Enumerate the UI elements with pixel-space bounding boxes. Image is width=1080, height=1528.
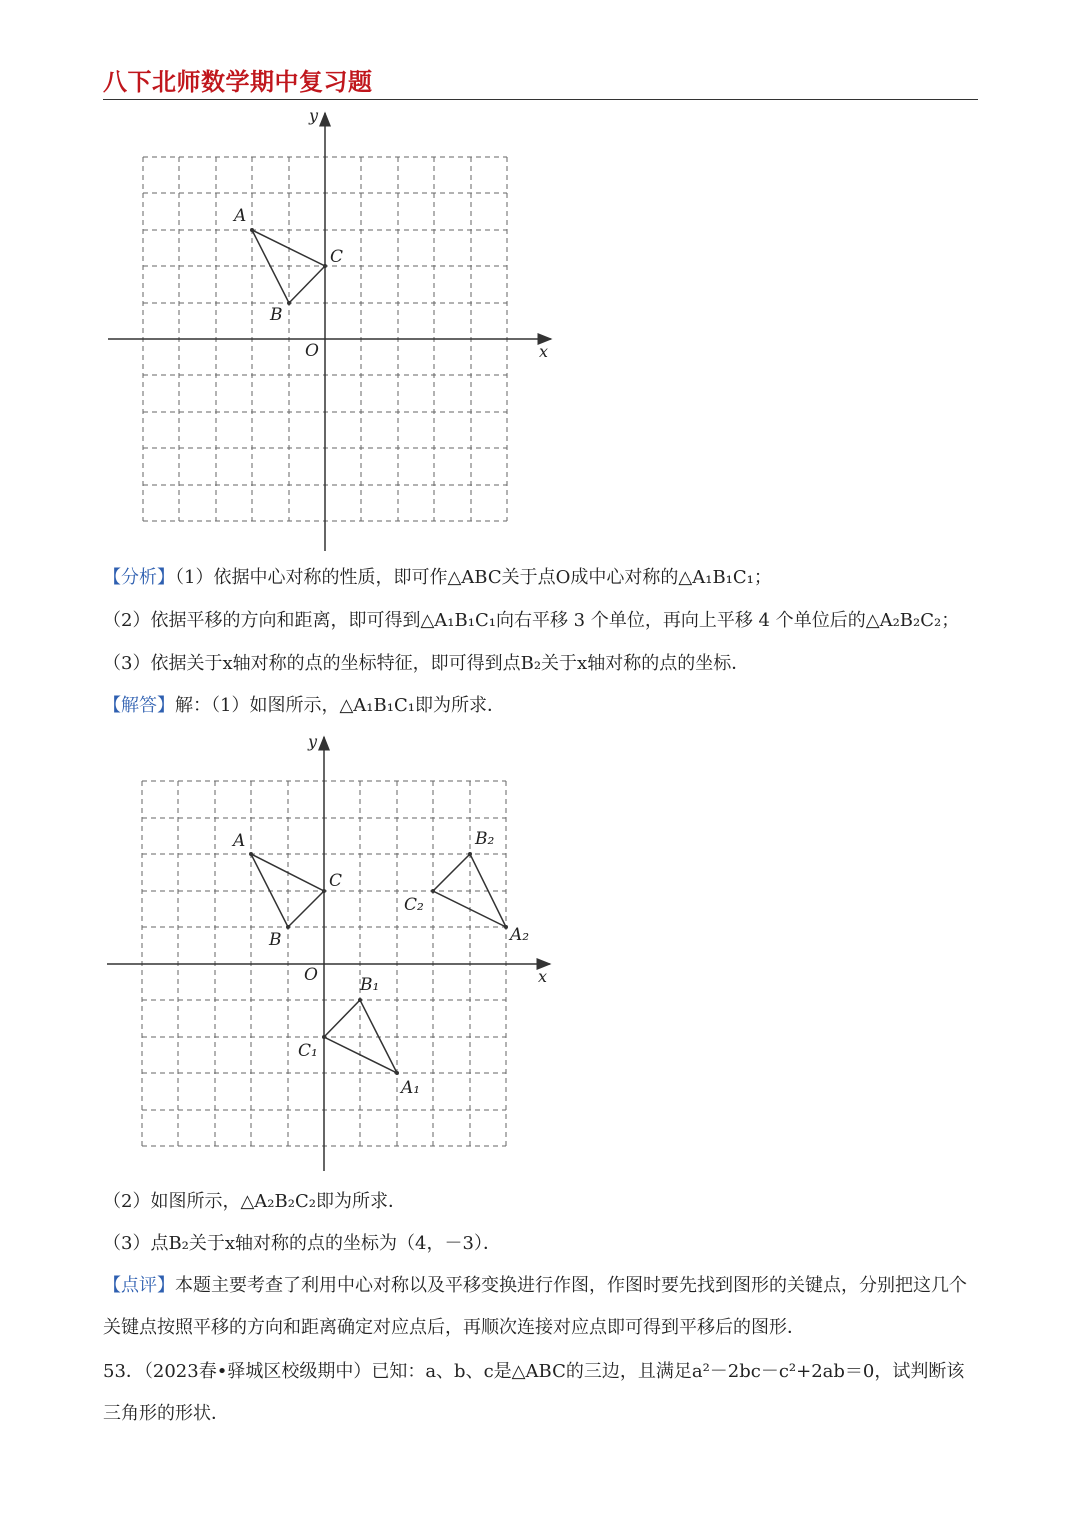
- analysis-tag: 【分析】: [103, 567, 175, 588]
- label-a2: A₂: [510, 925, 530, 945]
- label-x-axis-1: x: [539, 342, 549, 361]
- label-b-1: B: [270, 305, 283, 325]
- solution-tag: 【解答】: [103, 695, 175, 716]
- problem-53: 53．（2023春•驿城区校级期中）已知：a、b、c是△ABC的三边，且满足a²－2bc－c²+2ab＝0，试判断该三角形的形状．: [103, 1361, 965, 1424]
- label-a-2: A: [233, 831, 246, 851]
- label-a-1: A: [234, 206, 247, 226]
- analysis-line-1: 【分析】（1）依据中心对称的性质，即可作△ABC关于点O成中心对称的△A₁B₁C₁；: [103, 567, 772, 588]
- solution-line-2: （2）如图所示，△A₂B₂C₂即为所求．: [103, 1191, 406, 1212]
- label-a1: A₁: [401, 1078, 421, 1098]
- solution-line-1: 【解答】解：（1）如图所示，△A₁B₁C₁即为所求．: [103, 695, 505, 716]
- point-a-1: [250, 228, 254, 232]
- label-x-axis-2: x: [538, 967, 548, 986]
- page-header-title: 八下北师数学期中复习题: [103, 68, 373, 96]
- label-y-axis-1: y: [309, 106, 319, 125]
- analysis-line-3: （3）依据关于x轴对称的点的坐标特征，即可得到点B₂关于x轴对称的点的坐标．: [103, 653, 750, 674]
- analysis-line-2: （2）依据平移的方向和距离，即可得到△A₁B₁C₁向右平移 3 个单位，再向上平移 4 个单位后的△A₂B₂C₂；: [103, 610, 960, 631]
- review-tag: 【点评】: [103, 1275, 175, 1296]
- point-c-1: [323, 264, 327, 268]
- label-b1: B₁: [360, 975, 380, 995]
- point-b-1: [287, 301, 291, 305]
- label-origin-1: O: [305, 341, 319, 361]
- label-c2: C₂: [404, 895, 424, 915]
- label-y-axis-2: y: [308, 732, 318, 751]
- solution-line-3: （3）点B₂关于x轴对称的点的坐标为（4，－3）．: [103, 1233, 501, 1254]
- label-c-1: C: [330, 247, 344, 267]
- review-paragraph: 【点评】本题主要考查了利用中心对称以及平移变换进行作图，作图时要先找到图形的关键点，分别把这几个关键点按照平移的方向和距离确定对应点后，再顺次连接对应点即可得到平移后的图形．: [103, 1275, 967, 1338]
- label-origin-2: O: [304, 965, 318, 985]
- coordinate-graph-2: [0, 730, 580, 1180]
- label-c1: C₁: [298, 1041, 318, 1061]
- label-b-2: B: [269, 930, 282, 950]
- label-b2: B₂: [475, 829, 495, 849]
- label-c-2: C: [329, 871, 343, 891]
- coordinate-graph-1: [0, 100, 580, 560]
